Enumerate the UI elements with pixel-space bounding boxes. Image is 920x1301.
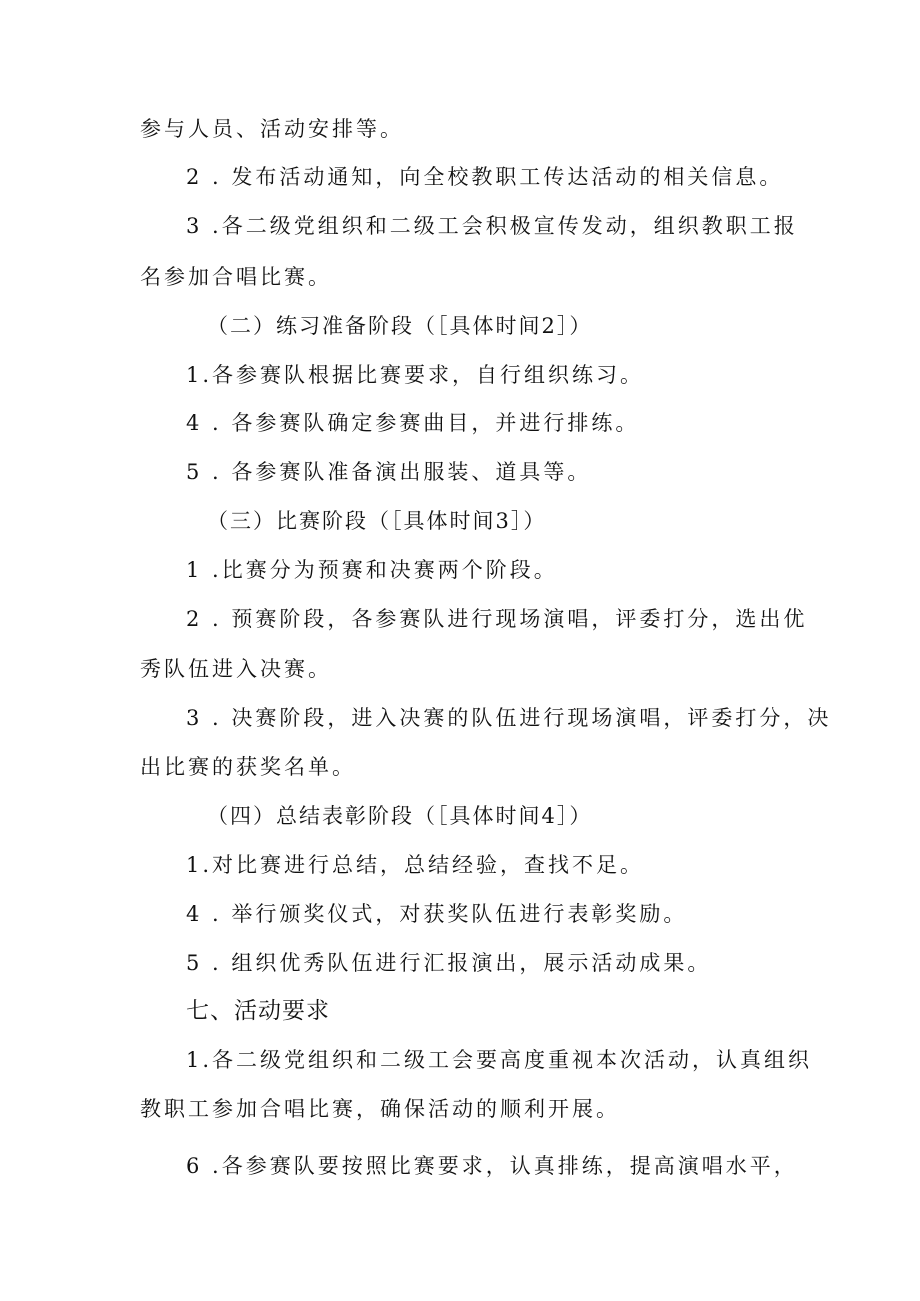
section-heading-competition: （三）比赛阶段（［具体时间3］） — [207, 509, 547, 533]
list-item: 1 .比赛分为预赛和决赛两个阶段。 — [186, 558, 558, 582]
chapter-heading-requirements: 七、活动要求 — [186, 998, 330, 1024]
section-heading-practice: （二）练习准备阶段（［具体时间2］） — [207, 314, 593, 338]
list-item: 5 . 各参赛队准备演出服装、道具等。 — [186, 460, 592, 484]
list-item: 5 . 组织优秀队伍进行汇报演出，展示活动成果。 — [186, 951, 712, 975]
list-item: 4 . 举行颁奖仪式，对获奖队伍进行表彰奖励。 — [186, 902, 688, 926]
section-heading-summary: （四）总结表彰阶段（［具体时间4］） — [207, 804, 593, 828]
list-item: 6 .各参赛队要按照比赛要求，认真排练，提高演唱水平， — [186, 1154, 798, 1178]
list-item: 3 . 决赛阶段，进入决赛的队伍进行现场演唱，评委打分，决 — [186, 706, 832, 730]
paragraph-line: 出比赛的获奖名单。 — [140, 755, 356, 779]
list-item: 1.各二级党组织和二级工会要高度重视本次活动，认真组织 — [186, 1048, 813, 1072]
list-item: 1.对比赛进行总结，总结经验，查找不足。 — [186, 853, 645, 877]
paragraph-line: 参与人员、活动安排等。 — [140, 117, 404, 141]
paragraph-line: 名参加合唱比赛。 — [140, 265, 332, 289]
list-item-publish-notice: 2 . 发布活动通知，向全校教职工传达活动的相关信息。 — [186, 165, 784, 189]
list-item: 1.各参赛队根据比赛要求，自行组织练习。 — [186, 363, 645, 387]
paragraph-line: 秀队伍进入决赛。 — [140, 657, 332, 681]
list-item: 4 . 各参赛队确定参赛曲目，并进行排练。 — [186, 411, 640, 435]
list-item: 2 . 预赛阶段，各参赛队进行现场演唱，评委打分，选出优 — [186, 607, 808, 631]
list-item-mobilize: 3 .各二级党组织和二级工会积极宣传发动，组织教职工报 — [186, 214, 798, 238]
paragraph-line: 教职工参加合唱比赛，确保活动的顺利开展。 — [140, 1097, 620, 1121]
